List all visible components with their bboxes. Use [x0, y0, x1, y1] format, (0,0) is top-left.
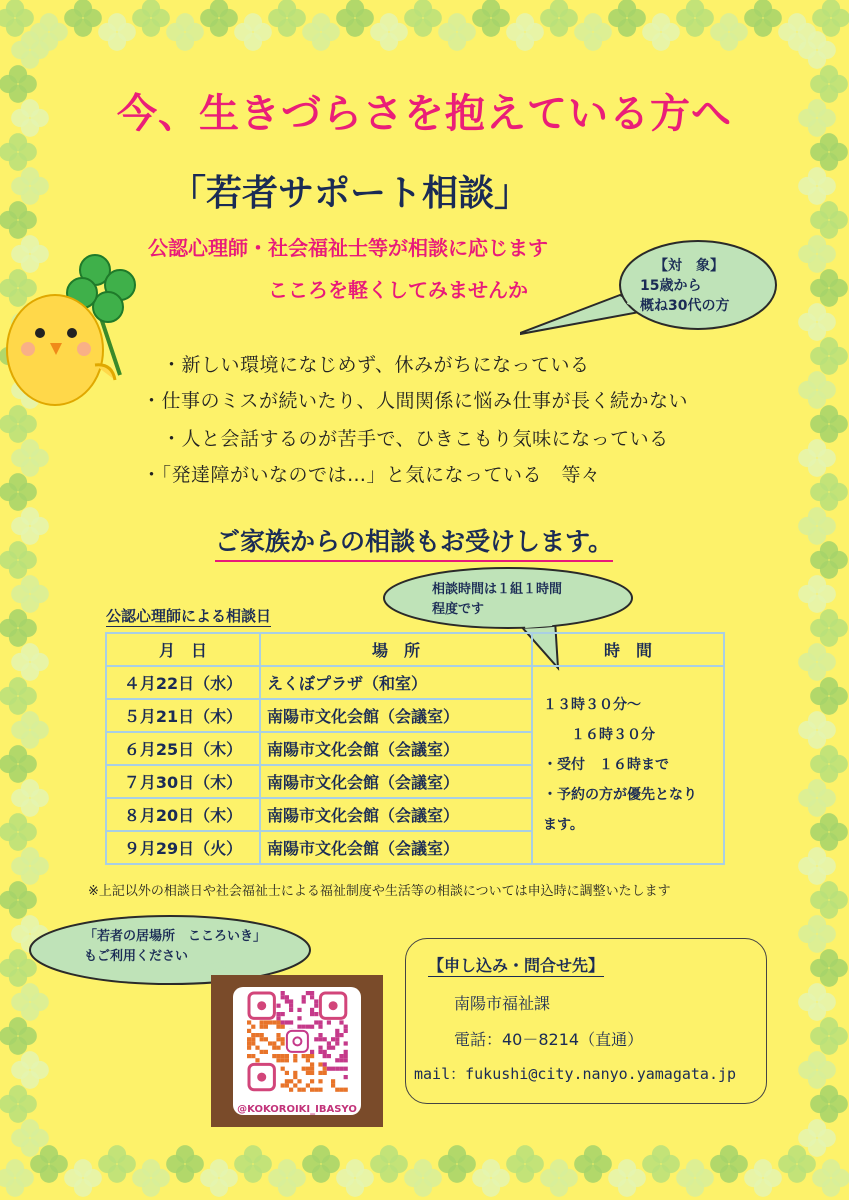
- clover-leaf-icon: [0, 541, 37, 579]
- bullet-4: ・「発達障がいなのでは…」と気になっている 等々: [142, 464, 601, 486]
- bullet-3: ・人と会話するのが苦手で、ひきこもり気味になっている: [162, 428, 669, 450]
- bullet-2: ・仕事のミスが続いたり、人間関係に悩み仕事が長く続かない: [142, 390, 689, 412]
- lead-line-2: こころを軽くしてみませんか: [268, 278, 528, 302]
- clover-leaf-icon: [302, 13, 340, 51]
- bullet-1: ・新しい環境になじめず、休みがちになっている: [162, 354, 590, 376]
- clover-leaf-icon: [810, 813, 848, 851]
- clover-leaf-icon: [98, 13, 136, 51]
- clover-leaf-icon: [30, 1145, 68, 1183]
- clover-leaf-icon: [798, 847, 836, 885]
- clover-leaf-icon: [11, 31, 49, 69]
- clover-leaf-icon: [438, 13, 476, 51]
- clover-leaf-icon: [540, 0, 578, 37]
- clover-leaf-icon: [574, 13, 612, 51]
- schedule-table: [105, 632, 725, 865]
- clover-leaf-icon: [798, 439, 836, 477]
- clover-leaf-icon: [798, 31, 836, 69]
- clover-leaf-icon: [810, 949, 848, 987]
- row-place: 南陽市文化会館（会議室）: [260, 699, 532, 732]
- clover-leaf-icon: [11, 167, 49, 205]
- clover-leaf-icon: [200, 1159, 238, 1197]
- clover-leaf-icon: [11, 439, 49, 477]
- row-date: ６月25日（木）: [106, 732, 260, 765]
- clover-leaf-icon: [798, 711, 836, 749]
- clover-leaf-icon: [472, 1159, 510, 1197]
- clover-leaf-icon: [810, 1017, 848, 1055]
- clover-leaf-icon: [812, 1159, 849, 1197]
- clover-leaf-icon: [810, 609, 848, 647]
- chick-with-clover-illustration: [0, 245, 150, 425]
- clover-leaf-icon: [810, 269, 848, 307]
- lead-line-1: 公認心理師・社会福祉士等が相談に応じます: [148, 236, 548, 260]
- clover-leaf-icon: [11, 575, 49, 613]
- clover-leaf-icon: [798, 643, 836, 681]
- clover-leaf-icon: [0, 609, 37, 647]
- row-place: 南陽市文化会館（会議室）: [260, 765, 532, 798]
- clover-leaf-icon: [0, 677, 37, 715]
- clover-leaf-icon: [642, 13, 680, 51]
- row-place: 南陽市文化会館（会議室）: [260, 798, 532, 831]
- clover-leaf-icon: [710, 1145, 748, 1183]
- ibasho-line-2: もご利用ください: [84, 949, 189, 964]
- note-text: ※上記以外の相談日や社会福祉士による福祉制度や生活等の相談については申込時に調整いたします: [88, 884, 671, 899]
- clover-leaf-icon: [268, 0, 306, 37]
- target-bubble-text: [640, 256, 729, 316]
- clover-leaf-icon: [30, 13, 68, 51]
- clover-leaf-icon: [11, 643, 49, 681]
- time-bubble-line-2: 程度です: [432, 602, 485, 617]
- clover-leaf-icon: [98, 1145, 136, 1183]
- clover-leaf-icon: [268, 1159, 306, 1197]
- time-line: １３時３０分～: [543, 697, 641, 713]
- clover-leaf-icon: [608, 1159, 646, 1197]
- clover-leaf-icon: [506, 13, 544, 51]
- instagram-handle: @KOKOROIKI_IBASYO: [237, 1104, 357, 1115]
- contact-dept: 南陽市福祉課: [454, 994, 551, 1013]
- clover-leaf-icon: [336, 1159, 374, 1197]
- clover-leaf-icon: [798, 235, 836, 273]
- clover-leaf-icon: [574, 1145, 612, 1183]
- row-date: ８月20日（木）: [106, 798, 260, 831]
- clover-leaf-icon: [710, 13, 748, 51]
- header-place: 場 所: [260, 633, 532, 666]
- time-line: ・予約の方が優先となり: [543, 787, 697, 803]
- contact-heading: 【申し込み・問合せ先】: [428, 953, 604, 977]
- time-line: ます。: [543, 817, 584, 833]
- clover-leaf-icon: [234, 1145, 272, 1183]
- clover-leaf-icon: [11, 711, 49, 749]
- time-line: ・受付 １６時まで: [543, 757, 669, 773]
- target-line-2: 概ね30代の方: [640, 298, 730, 314]
- clover-leaf-icon: [810, 541, 848, 579]
- subtitle: 「若者サポート相談」: [170, 173, 531, 214]
- clover-leaf-icon: [798, 915, 836, 953]
- clover-leaf-icon: [0, 1017, 37, 1055]
- clover-leaf-icon: [64, 0, 102, 37]
- clover-leaf-icon: [798, 167, 836, 205]
- clover-leaf-icon: [810, 337, 848, 375]
- row-date: ４月22日（水）: [106, 666, 260, 699]
- clover-leaf-icon: [200, 0, 238, 37]
- clover-leaf-icon: [438, 1145, 476, 1183]
- clover-leaf-icon: [404, 0, 442, 37]
- clover-leaf-icon: [798, 371, 836, 409]
- header-date: 月 日: [106, 633, 260, 666]
- clover-leaf-icon: [744, 0, 782, 37]
- clover-leaf-icon: [166, 1145, 204, 1183]
- clover-leaf-icon: [810, 473, 848, 511]
- row-place: 南陽市文化会館（会議室）: [260, 831, 532, 864]
- clover-leaf-icon: [798, 1051, 836, 1089]
- clover-leaf-icon: [798, 983, 836, 1021]
- clover-leaf-icon: [336, 0, 374, 37]
- clover-leaf-icon: [540, 1159, 578, 1197]
- clover-leaf-icon: [744, 1159, 782, 1197]
- clover-leaf-icon: [778, 13, 816, 51]
- clover-leaf-icon: [166, 13, 204, 51]
- clover-leaf-icon: [11, 1119, 49, 1157]
- time-bubble-line-1: 相談時間は１組１時間: [432, 582, 563, 597]
- clover-leaf-icon: [0, 201, 37, 239]
- clover-leaf-icon: [0, 745, 37, 783]
- clover-leaf-icon: [810, 1085, 848, 1123]
- clover-leaf-icon: [0, 1085, 37, 1123]
- clover-leaf-icon: [798, 779, 836, 817]
- row-date: ７月30日（木）: [106, 765, 260, 798]
- contact-box: [405, 938, 767, 1104]
- family-consultation-line: ご家族からの相談もお受けします。: [215, 522, 613, 562]
- clover-leaf-icon: [11, 847, 49, 885]
- clover-leaf-icon: [810, 405, 848, 443]
- clover-leaf-icon: [608, 0, 646, 37]
- target-line-1: 15歳から: [640, 278, 702, 294]
- header-time: 時 間: [532, 633, 724, 666]
- row-place: えくぼプラザ（和室）: [260, 666, 532, 699]
- clover-leaf-icon: [404, 1159, 442, 1197]
- clover-leaf-icon: [810, 201, 848, 239]
- clover-leaf-icon: [798, 575, 836, 613]
- ibasho-bubble-text: [84, 927, 266, 967]
- headline: 今、生きづらさを抱えている方へ: [117, 91, 732, 137]
- instagram-qr-card[interactable]: [211, 975, 383, 1127]
- clover-leaf-icon: [810, 745, 848, 783]
- time-cell: [532, 666, 724, 864]
- clover-leaf-icon: [798, 1119, 836, 1157]
- clover-leaf-icon: [302, 1145, 340, 1183]
- clover-leaf-icon: [0, 473, 37, 511]
- clover-leaf-icon: [0, 1159, 34, 1197]
- clover-leaf-icon: [0, 813, 37, 851]
- clover-leaf-icon: [676, 1159, 714, 1197]
- clover-leaf-icon: [234, 13, 272, 51]
- schedule-title: 公認心理師による相談日: [106, 607, 272, 625]
- row-place: 南陽市文化会館（会議室）: [260, 732, 532, 765]
- ibasho-line-1: 「若者の居場所 こころいき」: [84, 929, 267, 944]
- clover-leaf-icon: [132, 0, 170, 37]
- clover-leaf-icon: [642, 1145, 680, 1183]
- clover-leaf-icon: [506, 1145, 544, 1183]
- clover-leaf-icon: [64, 1159, 102, 1197]
- time-line: １６時３０分: [543, 727, 655, 743]
- clover-leaf-icon: [11, 779, 49, 817]
- contact-phone[interactable]: 電話：40－8214（直通）: [454, 1030, 644, 1049]
- qr-code-pattern: [233, 991, 361, 1101]
- clover-leaf-icon: [812, 0, 849, 37]
- table-row: [106, 666, 724, 699]
- clover-leaf-icon: [778, 1145, 816, 1183]
- row-date: ９月29日（火）: [106, 831, 260, 864]
- clover-leaf-icon: [810, 677, 848, 715]
- clover-leaf-icon: [11, 507, 49, 545]
- time-bubble-text: [432, 580, 562, 620]
- clover-leaf-icon: [676, 0, 714, 37]
- clover-leaf-icon: [472, 0, 510, 37]
- contact-email[interactable]: mail：fukushi@city.nanyo.yamagata.jp: [414, 1065, 737, 1083]
- clover-leaf-icon: [11, 1051, 49, 1089]
- clover-leaf-icon: [132, 1159, 170, 1197]
- clover-leaf-icon: [370, 1145, 408, 1183]
- clover-leaf-icon: [0, 0, 34, 37]
- target-title: 【対 象】: [654, 258, 724, 274]
- clover-leaf-icon: [798, 303, 836, 341]
- schedule-header-row: [106, 633, 724, 666]
- qr-code[interactable]: [233, 987, 361, 1115]
- row-date: ５月21日（木）: [106, 699, 260, 732]
- clover-leaf-icon: [810, 881, 848, 919]
- clover-leaf-icon: [370, 13, 408, 51]
- clover-leaf-icon: [798, 507, 836, 545]
